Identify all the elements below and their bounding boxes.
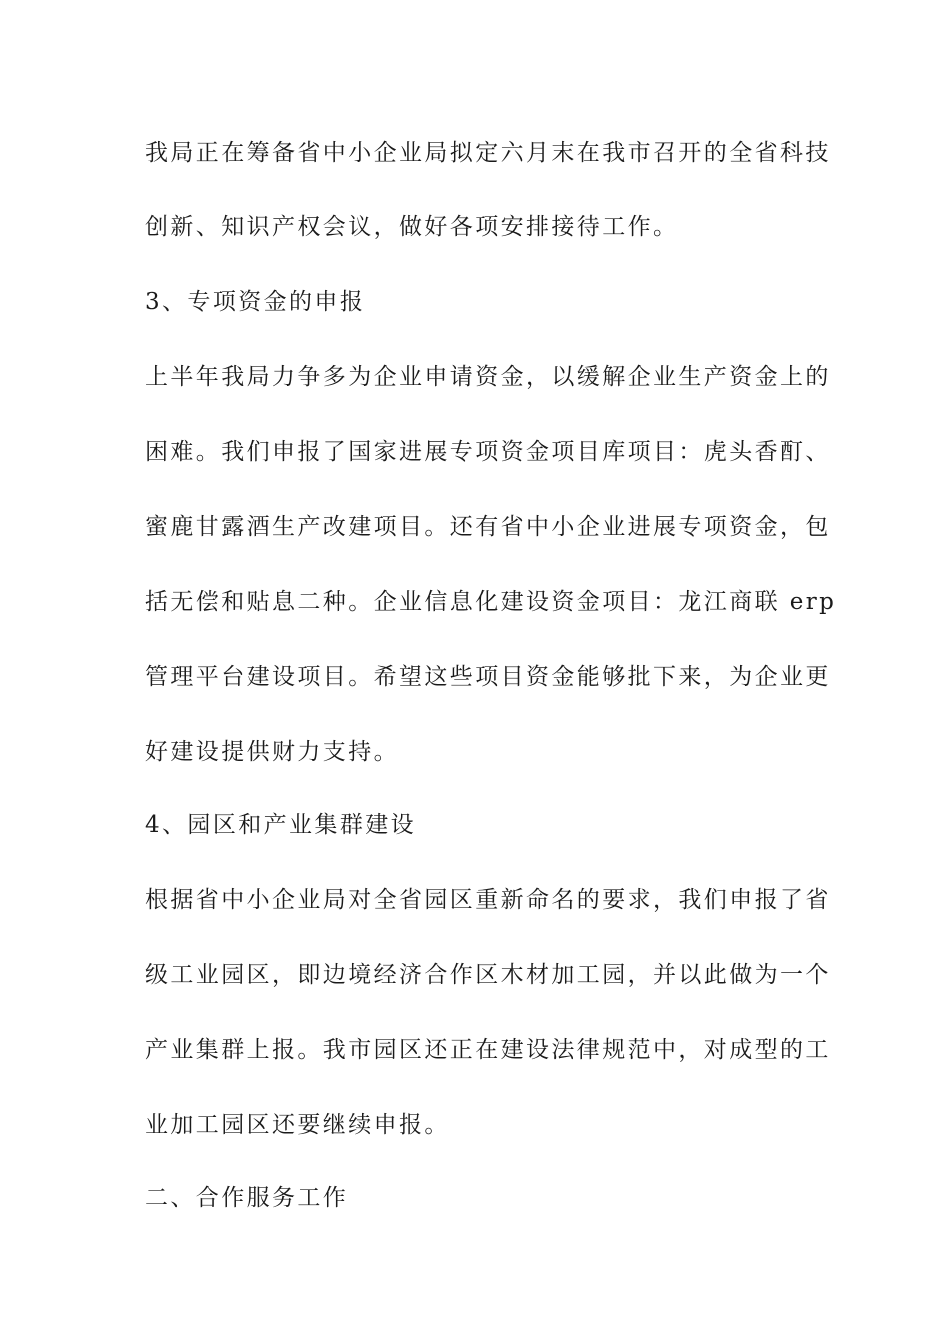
paragraph-line: 括无偿和贴息二种。企业信息化建设资金项目：龙江商联 erp — [145, 589, 837, 615]
section-heading-industrial-parks: 4、园区和产业集群建设 — [145, 812, 417, 838]
paragraph-line: 上半年我局力争多为企业申请资金，以缓解企业生产资金上的 — [145, 364, 831, 390]
paragraph-line: 根据省中小企业局对全省园区重新命名的要求，我们申报了省 — [145, 887, 831, 913]
paragraph-line: 级工业园区，即边境经济合作区木材加工园，并以此做为一个 — [145, 962, 831, 988]
paragraph-line: 蜜鹿甘露酒生产改建项目。还有省中小企业进展专项资金，包 — [145, 514, 831, 540]
paragraph-line: 产业集群上报。我市园区还正在建设法律规范中，对成型的工 — [145, 1037, 831, 1063]
paragraph-line: 创新、知识产权会议，做好各项安排接待工作。 — [145, 214, 679, 240]
section-heading-special-funds: 3、专项资金的申报 — [145, 289, 366, 315]
paragraph-line: 好建设提供财力支持。 — [145, 739, 399, 765]
paragraph-line: 业加工园区还要继续申报。 — [145, 1112, 450, 1138]
paragraph-line: 管理平台建设项目。希望这些项目资金能够批下来，为企业更 — [145, 664, 831, 690]
paragraph-line: 困难。我们申报了国家进展专项资金项目库项目：虎头香酊、 — [145, 439, 831, 465]
section-heading-cooperation-services: 二、合作服务工作 — [145, 1185, 349, 1211]
paragraph-line: 我局正在筹备省中小企业局拟定六月末在我市召开的全省科技 — [145, 140, 831, 166]
